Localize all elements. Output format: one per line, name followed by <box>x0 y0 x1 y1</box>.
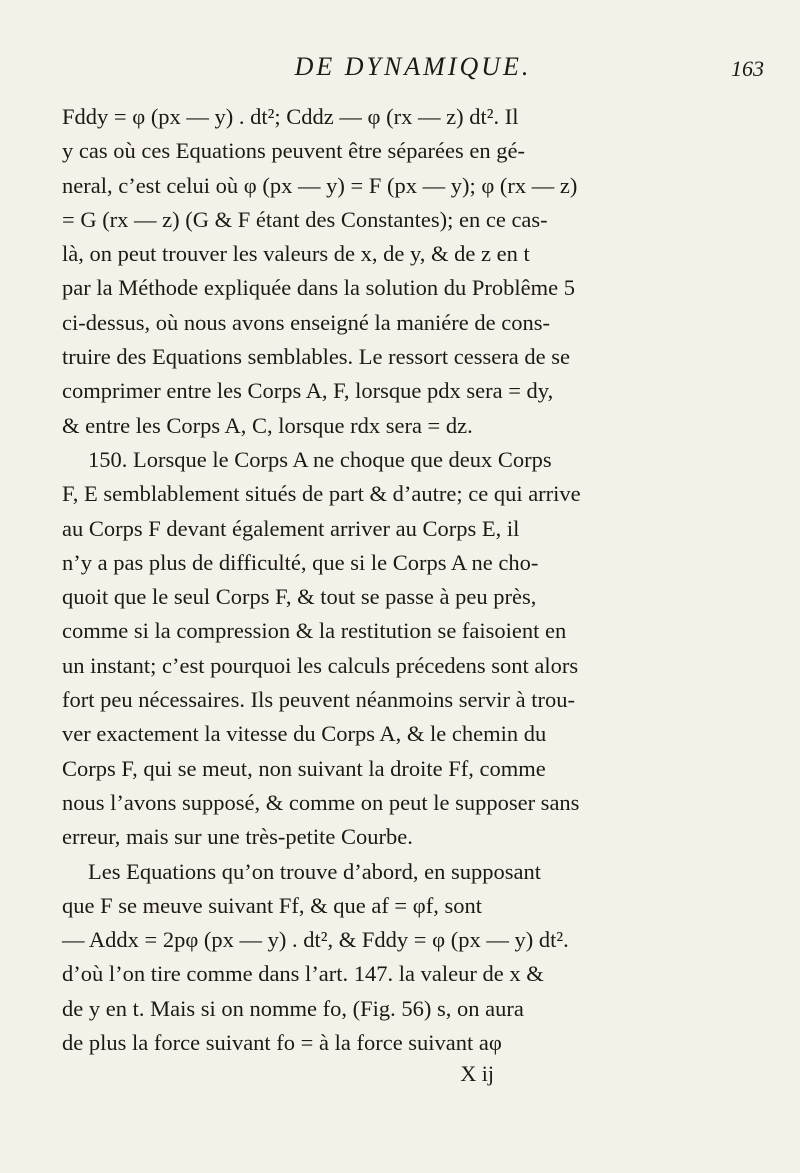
page-header <box>62 52 764 92</box>
running-head: DE DYNAMIQUE. <box>294 52 532 81</box>
book-page <box>62 52 764 1162</box>
page-number: 163 <box>731 56 764 81</box>
signature-mark: X ij <box>460 1061 494 1087</box>
paragraph-equations: Fddy = φ (px — y) . dt²; Cddz — φ (rx — z) dt². Il y cas où ces Equations peuvent être séparées en gé- neral, c’est celui où φ (px — y) = F (px — y); φ (rx — z) = G (rx — z) (G & F étant des Constantes); en ce cas- là, on peut trouver les valeurs de x, de y, & de z en t par la Méthode expliquée dans la solution du Problême 5 ci-dessus, où nous avons enseigné la maniére de cons- truire des Equations semblables. Le ressort cessera de se comprimer entre les Corps A, F, lorsque pdx sera = dy, & entre les Corps A, C, lorsque rdx sera = dz. <box>62 104 578 438</box>
paragraph-150: 150. Lorsque le Corps A ne choque que deux Corps F, E semblablement situés de part & d’autre; ce qui arrive au Corps F devant également arriver au Corps E, il n’y a pas plus de difficulté, que si le Corps A ne cho- quoit que le seul Corps F, & tout se passe à peu près, comme si la compression & la restitution se faisoient en un instant; c’est pourquoi les calculs précedens sont alors fort peu nécessaires. Ils peuvent néanmoins servir à trou- ver exactement la vitesse du Corps A, & le chemin du Corps F, qui se meut, non suivant la droite Ff, comme nous l’avons supposé, & comme on peut le supposer sans erreur, mais sur une très-petite Courbe. <box>62 446 581 850</box>
paragraph-equations-supposant: Les Equations qu’on trouve d’abord, en supposant que F se meuve suivant Ff, & que af = φf, sont — Addx = 2pφ (px — y) . dt², & Fddy = φ (px — y) dt². d’où l’on tire comme dans l’art. 147. la valeur de x & de y en t. Mais si on nomme fo, (Fig. 56) s, on aura de plus la force suivant fo = à la force suivant aφ <box>62 858 569 1056</box>
body-text <box>62 100 764 1088</box>
